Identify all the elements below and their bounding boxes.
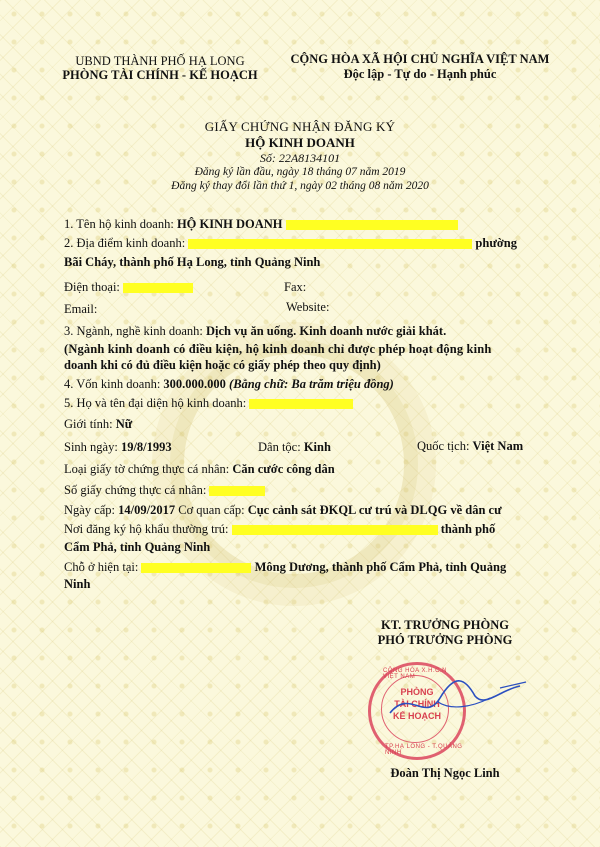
capital-row (64, 377, 394, 392)
issuer-value: Cục cảnh sát ĐKQL cư trú và DLQG về dân cư (247, 503, 502, 517)
current-address-line2: Ninh (64, 577, 91, 591)
ethnicity-row (258, 440, 331, 455)
id-number-row (64, 483, 265, 498)
ethnicity-label: Dân tộc: (258, 440, 301, 454)
id-number-label: Số giấy chứng thực cá nhân: (64, 483, 207, 497)
redaction-mark (209, 486, 265, 496)
representative-label: 5. Họ và tên đại diện hộ kinh doanh: (64, 396, 247, 410)
certificate-number: Số: 22A8134101 (259, 151, 341, 165)
business-location-label: 2. Địa điểm kinh doanh: (64, 236, 186, 250)
national-motto: Độc lập - Tự do - Hạnh phúc (343, 67, 497, 81)
id-type-row (64, 462, 335, 477)
dob-value: 19/8/1993 (120, 440, 172, 454)
current-address-label: Chỗ ở hiện tại: (64, 560, 139, 574)
representative-row (64, 396, 353, 411)
seal-ring-bottom-text: TP.HẠ LONG - T.QUẢNG NINH (385, 744, 463, 756)
nationality-value: Việt Nam (472, 439, 524, 453)
residence-row (64, 522, 495, 537)
industry-row (64, 324, 446, 339)
industry-note-line2: doanh khi có đủ điều kiện hoặc có giấy phép theo quy định) (64, 358, 381, 372)
redaction-mark (232, 525, 438, 535)
phone-label: Điện thoại: (64, 280, 120, 294)
signatory-subtitle: PHÓ TRƯỞNG PHÒNG (377, 633, 513, 647)
handwritten-signature (380, 668, 530, 728)
dob-label: Sinh ngày: (64, 440, 118, 454)
business-name-value: HỘ KINH DOANH (176, 217, 283, 231)
redaction-mark (249, 399, 353, 409)
business-name-row (64, 217, 458, 232)
website-label: Website: (286, 300, 330, 314)
seal-center-line1: PHÒNG (400, 687, 434, 697)
redaction-mark (141, 563, 251, 573)
id-type-value: Căn cước công dân (232, 462, 335, 476)
capital-in-words: (Bằng chữ: Ba trăm triệu đồng) (229, 377, 394, 391)
issuing-authority: UBND THÀNH PHỐ HẠ LONG (75, 54, 245, 68)
issuer-label: Cơ quan cấp: (178, 503, 245, 517)
phone-row (64, 280, 193, 295)
national-title: CỘNG HÒA XÃ HỘI CHỦ NGHĨA VIỆT NAM (290, 52, 550, 66)
capital-value: 300.000.000 (163, 377, 226, 391)
residence-tail: thành phố (440, 522, 496, 536)
fax-label: Fax: (284, 280, 307, 294)
redaction-mark (286, 220, 458, 230)
issue-date-value: 14/09/2017 (118, 503, 176, 517)
capital-label: 4. Vốn kinh doanh: (64, 377, 161, 391)
current-address-row (64, 560, 506, 575)
business-location-row (64, 236, 517, 251)
nationality-row (417, 439, 523, 454)
business-location-tail: phường (475, 236, 517, 250)
industry-note-line1: (Ngành kinh doanh có điều kiện, hộ kinh doanh chỉ được phép hoạt động kinh (64, 342, 492, 356)
id-type-label: Loại giấy tờ chứng thực cá nhân: (64, 462, 230, 476)
seal-center-line3: KẾ HOẠCH (392, 711, 441, 721)
industry-label: 3. Ngành, nghề kinh doanh: (64, 324, 203, 338)
redaction-mark (123, 283, 193, 293)
first-registration-date: Đăng ký lần đầu, ngày 18 tháng 07 năm 2019 (194, 166, 406, 178)
seal-ring-top-text: CỘNG HÒA X.H.C.N VIỆT NAM (383, 668, 448, 680)
issue-date-label: Ngày cấp: (64, 503, 116, 517)
issue-row (64, 503, 502, 518)
signatory-name: Đoàn Thị Ngọc Linh (390, 766, 500, 780)
industry-value: Dịch vụ ăn uống. Kinh doanh nước giải khát. (206, 324, 447, 338)
seal-center-line2: TÀI CHÍNH (394, 699, 440, 709)
business-name-label: 1. Tên hộ kinh doanh: (64, 217, 174, 231)
document-subtitle: HỘ KINH DOANH (245, 135, 355, 150)
dob-row (64, 440, 172, 455)
residence-label: Nơi đăng ký hộ khẩu thường trú: (64, 522, 229, 536)
business-location-line2: Bãi Cháy, thành phố Hạ Long, tỉnh Quảng Ninh (64, 255, 321, 269)
change-registration-date: Đăng ký thay đổi lần thứ 1, ngày 02 tháng 08 năm 2020 (171, 180, 429, 192)
current-address-tail: Mông Dương, thành phố Cẩm Phả, tỉnh Quảng (254, 560, 507, 574)
gender-label: Giới tính: (64, 417, 113, 431)
signatory-title: KT. TRƯỞNG PHÒNG (381, 618, 509, 632)
residence-line2: Cẩm Phả, tỉnh Quảng Ninh (64, 540, 211, 554)
document-title: GIẤY CHỨNG NHẬN ĐĂNG KÝ (204, 119, 396, 134)
ethnicity-value: Kinh (303, 440, 331, 454)
issuing-department: PHÒNG TÀI CHÍNH - KẾ HOẠCH (62, 68, 258, 82)
gender-value: Nữ (115, 417, 133, 431)
email-label: Email: (64, 302, 98, 316)
nationality-label: Quốc tịch: (417, 439, 470, 453)
redaction-mark (188, 239, 472, 249)
gender-row (64, 417, 132, 432)
